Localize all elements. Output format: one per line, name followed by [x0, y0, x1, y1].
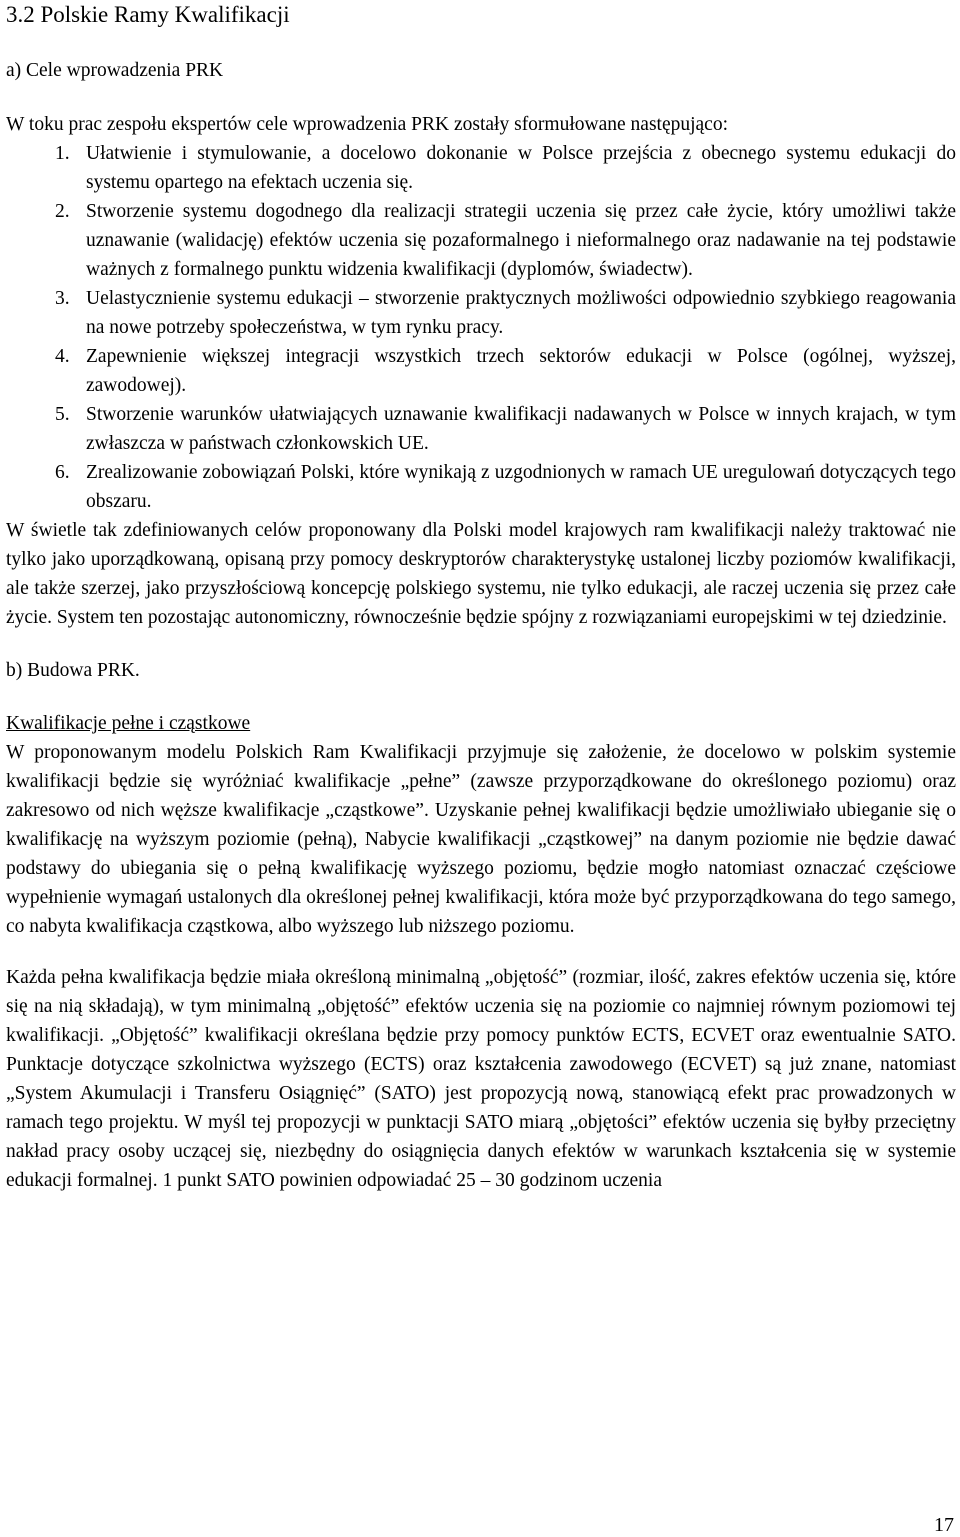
- page-number: 17: [934, 1514, 954, 1536]
- goal-text: Stworzenie warunków ułatwiających uznawanie kwalifikacji nadawanych w Polsce w innych krajach, w tym zwłaszcza w państwach członkowskich UE.: [86, 404, 956, 454]
- spacer: [6, 941, 956, 963]
- goal-number: 1.: [55, 143, 70, 164]
- goals-list: [6, 139, 956, 516]
- document-page: [6, 0, 956, 1195]
- section-title: 3.2 Polskie Ramy Kwalifikacji: [6, 2, 290, 27]
- intro-text: W toku prac zespołu ekspertów cele wprowadzenia PRK zostały sformułowane następująco:: [6, 114, 728, 135]
- goal-item: [55, 400, 956, 458]
- goal-number: 6.: [55, 462, 70, 483]
- goal-item: [55, 284, 956, 342]
- spacer: [6, 632, 956, 656]
- paragraph-full-partial: W proponowanym modelu Polskich Ram Kwalifikacji przyjmuje się założenie, że docelowo w polskim systemie kwalifikacji będzie się wyróżniać kwalifikacje „pełne” (zawsze przyporządkowane do określonego poziomu) oraz zakresowo od nich węższe kwalifikacje „cząstkowe”. Uzyskanie pełnej kwalifikacji będzie umożliwiało ubieganie się o kwalifikację na wyższym poziomie (pełną), Nabycie kwalifikacji „cząstkowej” na danym poziomie nie będzie dawać podstawy do ubiegania się o pełną kwalifikację wyższego poziomu, będzie mogło natomiast oznaczać częściowe wypełnienie wymagań ustalonych dla określonej pełnej kwalifikacji, która może być przyporządkowana do tego samego, co nabyta kwalifikacja cząstkowa, albo wyższego lub niższego poziomu.: [6, 742, 956, 937]
- goal-item: [55, 139, 956, 197]
- goal-text: Zapewnienie większej integracji wszystkich trzech sektorów edukacji w Polsce (ogólnej, wyższej, zawodowej).: [86, 346, 956, 396]
- goal-number: 4.: [55, 346, 70, 367]
- heading-full-partial-qualifications: Kwalifikacje pełne i cząstkowe: [6, 713, 251, 734]
- paragraph-goals-context: W świetle tak zdefiniowanych celów proponowany dla Polski model krajowych ram kwalifikacji należy traktować nie tylko jako uporządkowaną, opisaną przy pomocy deskryptorów charakterystykę ustalonej liczby poziomów kwalifikacji, ale także szerzej, jako przyszłościową koncepcję polskiego systemu, nie tylko edukacji, ale raczej uczenia się przez całe życie. System ten pozostając autonomiczny, równocześnie będzie spójny z rozwiązaniami europejskimi w tej dziedzinie.: [6, 520, 956, 628]
- goal-number: 5.: [55, 404, 70, 425]
- goal-text: Zrealizowanie zobowiązań Polski, które wynikają z uzgodnionych w ramach UE uregulowań dotyczących tego obszaru.: [86, 462, 956, 512]
- paragraph-volume: Każda pełna kwalifikacja będzie miała określoną minimalną „objętość” (rozmiar, ilość, zakres efektów uczenia się, które się na nią składają), w tym minimalną „objętość” efektów uczenia się na poziomie co najmniej równym poziomowi tej kwalifikacji. „Objętość” kwalifikacji określana będzie przy pomocy punktów ECTS, ECVET oraz ewentualnie SATO. Punktacje dotyczące szkolnictwa wyższego (ECTS) oraz kształcenia zawodowego (ECVET) są już znane, natomiast „System Akumulacji i Transferu Osiągnięć” (SATO) jest propozycją nową, stanowiącą efekt prac prowadzonych w ramach tego projektu. W myśl tej propozycji w punktacji SATO miarą „objętości” efektów uczenia się byłby przeciętny nakład pracy osoby uczącej się, niezbędny do osiągnięcia danych efektów w warunkach kształcenia się w systemie edukacji formalnej. 1 punkt SATO powinien odpowiadać 25 – 30 godzinom uczenia: [6, 967, 956, 1191]
- goal-number: 3.: [55, 288, 70, 309]
- subsection-b-heading: b) Budowa PRK.: [6, 660, 140, 681]
- goal-item: [55, 342, 956, 400]
- goal-item: [55, 197, 956, 284]
- goal-item: [55, 458, 956, 516]
- subsection-a-heading: a) Cele wprowadzenia PRK: [6, 60, 224, 81]
- goal-number: 2.: [55, 201, 70, 222]
- goal-text: Uelastycznienie systemu edukacji – stworzenie praktycznych możliwości odpowiednio szybkiego reagowania na nowe potrzeby społeczeństwa, w tym rynku pracy.: [86, 288, 956, 338]
- goal-text: Ułatwienie i stymulowanie, a docelowo dokonanie w Polsce przejścia z obecnego systemu edukacji do systemu opartego na efektach uczenia się.: [86, 143, 956, 193]
- goal-text: Stworzenie systemu dogodnego dla realizacji strategii uczenia się przez całe życie, który umożliwi także uznawanie (walidację) efektów uczenia się pozaformalnego i nieformalnego oraz nadawanie na tej podstawie ważnych z formalnego punktu widzenia kwalifikacji (dyplomów, świadectw).: [86, 201, 956, 280]
- spacer: [6, 685, 956, 709]
